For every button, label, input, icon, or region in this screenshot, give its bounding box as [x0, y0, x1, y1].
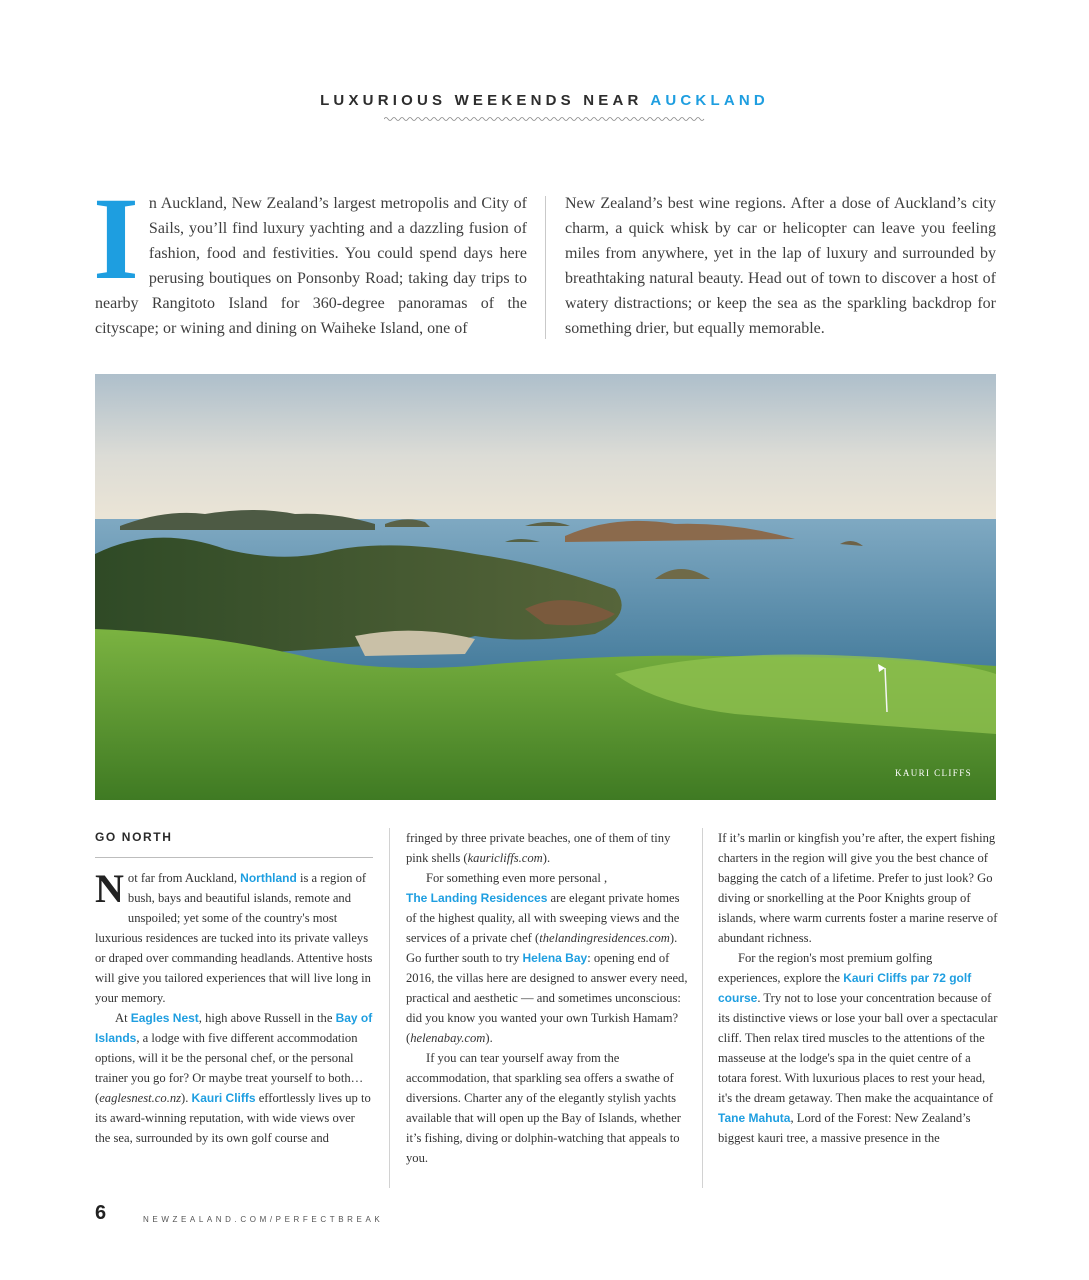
page-header: [0, 92, 1089, 109]
text: ).: [542, 851, 551, 865]
paragraph: If it’s marlin or kingfish you’re after, the expert fishing charters in the region will give you the best chance of bagging the catch of a lifetime. Prefer to just look? Go diving or snorkelling at the Poor Knights group of islands, where warm currents foster a marine reserve of abundant richness.: [718, 831, 998, 945]
intro-divider: [545, 196, 546, 339]
paragraph: [406, 868, 689, 1048]
intro-drop-cap: I: [93, 173, 139, 304]
eaglesnest-url[interactable]: eaglesnest.co.nz: [99, 1091, 182, 1105]
text: fringed by three private beaches, one of them of tiny pink shells (: [406, 831, 671, 865]
column-divider: [702, 828, 703, 1188]
bay-of-islands-link[interactable]: Bay of Islands: [95, 1011, 373, 1045]
intro-left-column: [93, 173, 527, 341]
header-title-highlight: AUCKLAND: [650, 92, 769, 109]
paragraph: [95, 1008, 373, 1148]
text: For the region's most premium golfing experiences, explore the: [718, 951, 933, 985]
section-title: GO NORTH: [95, 830, 173, 844]
sky: [95, 374, 996, 524]
text: effortlessly lives up to its award-winning reputation, with wide views over the sea, surrounded by its own golf course and: [95, 1091, 371, 1145]
text: , high above Russell in the: [198, 1011, 336, 1025]
body-column-3: [718, 828, 998, 1148]
text: ). Go further south to try: [406, 931, 678, 965]
section-drop-cap: N: [95, 866, 124, 911]
column-divider: [389, 828, 390, 1188]
text: ot far from Auckland,: [127, 871, 241, 885]
helena-bay-link[interactable]: Helena Bay: [522, 951, 588, 965]
text: : opening end of 2016, the villas here are designed to answer every need, practical and aesthetic — and sometimes unconscious: did you know you wanted your own Turkish Hamam? (: [406, 951, 688, 1045]
thelanding-url[interactable]: thelandingresidences.com: [539, 931, 670, 945]
northland-link[interactable]: Northland: [240, 871, 297, 885]
text: , Lord of the Forest: New Zealand’s biggest kauri tree, a massive presence in the: [718, 1111, 971, 1145]
body-column-2: [406, 828, 689, 1168]
footer-url[interactable]: NEWZEALAND.COM/PERFECTBREAK: [143, 1215, 384, 1224]
text: ).: [181, 1091, 192, 1105]
kauricliffs-url[interactable]: kauricliffs.com: [467, 851, 543, 865]
text: . Try not to lose your concentration because of its distinctive views or lose your ball over a spectacular cliff. Then relax tired muscles to the attentions of the masseuse at the lodge's spa in the quiet centre of a totara forest. With luxurious places to rest your head, it's the dream getaway. Then make the acquaintance of: [718, 991, 998, 1105]
the-landing-link[interactable]: The Landing Residences: [406, 891, 548, 905]
landscape-illustration: [95, 374, 996, 800]
photo-caption: KAURI CLIFFS: [894, 768, 972, 778]
paragraph: If you can tear yourself away from the accommodation, that sparkling sea offers a swathe of diversions. Charter any of the elegantly stylish yachts available that will open up the Bay of Islands, whether it’s fishing, diving or dolphin-watching that appeals to you.: [406, 1051, 681, 1165]
helenabay-url[interactable]: helenabay.com: [410, 1031, 486, 1045]
text: are elegant private homes of the highest quality, all with sweeping views and the services of a private chef (: [406, 891, 680, 945]
intro-left-text: n Auckland, New Zealand’s largest metropolis and City of Sails, you’ll find luxury yachting and a dazzling fusion of fashion, food and festivities. You could spend days here perusing boutiques on Ponsonby Road; taking day trips to nearby Rangitoto Island for 360-degree panoramas of the cityscape; or wining and dining on Waiheke Island, one of: [95, 195, 527, 337]
header-wavy-rule: [384, 116, 706, 122]
paragraph: [406, 828, 689, 868]
kauri-cliffs-photo: [95, 374, 996, 800]
tane-mahuta-link[interactable]: Tane Mahuta: [718, 1111, 791, 1125]
kauri-cliffs-link[interactable]: Kauri Cliffs: [191, 1091, 256, 1105]
body-column-1: [95, 868, 373, 1148]
text: At: [115, 1011, 131, 1025]
intro-right-column: [565, 191, 996, 341]
text: For something even more personal ,: [426, 871, 608, 885]
text: is a region of bush, bays and beautiful islands, remote and unspoiled; yet some of the country's most luxurious residences are tucked into its private valleys or draped over commanding headlands. Attentive hosts will give you tailored experiences that will live long in your memory.: [95, 871, 373, 1005]
page-number: 6: [95, 1202, 107, 1224]
header-title-prefix: LUXURIOUS WEEKENDS NEAR: [320, 92, 651, 109]
paragraph: [95, 868, 373, 1008]
text: ).: [485, 1031, 493, 1045]
text: , a lodge with five different accommodation options, will it be the personal chef, or the personal trainer you go for? Or maybe treat yourself to both…(: [95, 1031, 364, 1105]
eagles-nest-link[interactable]: Eagles Nest: [130, 1011, 199, 1025]
intro-right-text: New Zealand’s best wine regions. After a dose of Auckland’s city charm, a quick whisk by car or helicopter can leave you feeling miles from anywhere, yet in the lap of luxury and surrounded by breathtaking natural beauty. Head out of town to discover a host of watery distractions; or keep the sea as the sparkling backdrop for something drier, but equally memorable.: [565, 195, 996, 337]
section-rule: [95, 857, 373, 858]
kauri-cliffs-golf-link[interactable]: Kauri Cliffs par 72 golf course: [718, 971, 972, 1005]
paragraph: [718, 948, 998, 1148]
